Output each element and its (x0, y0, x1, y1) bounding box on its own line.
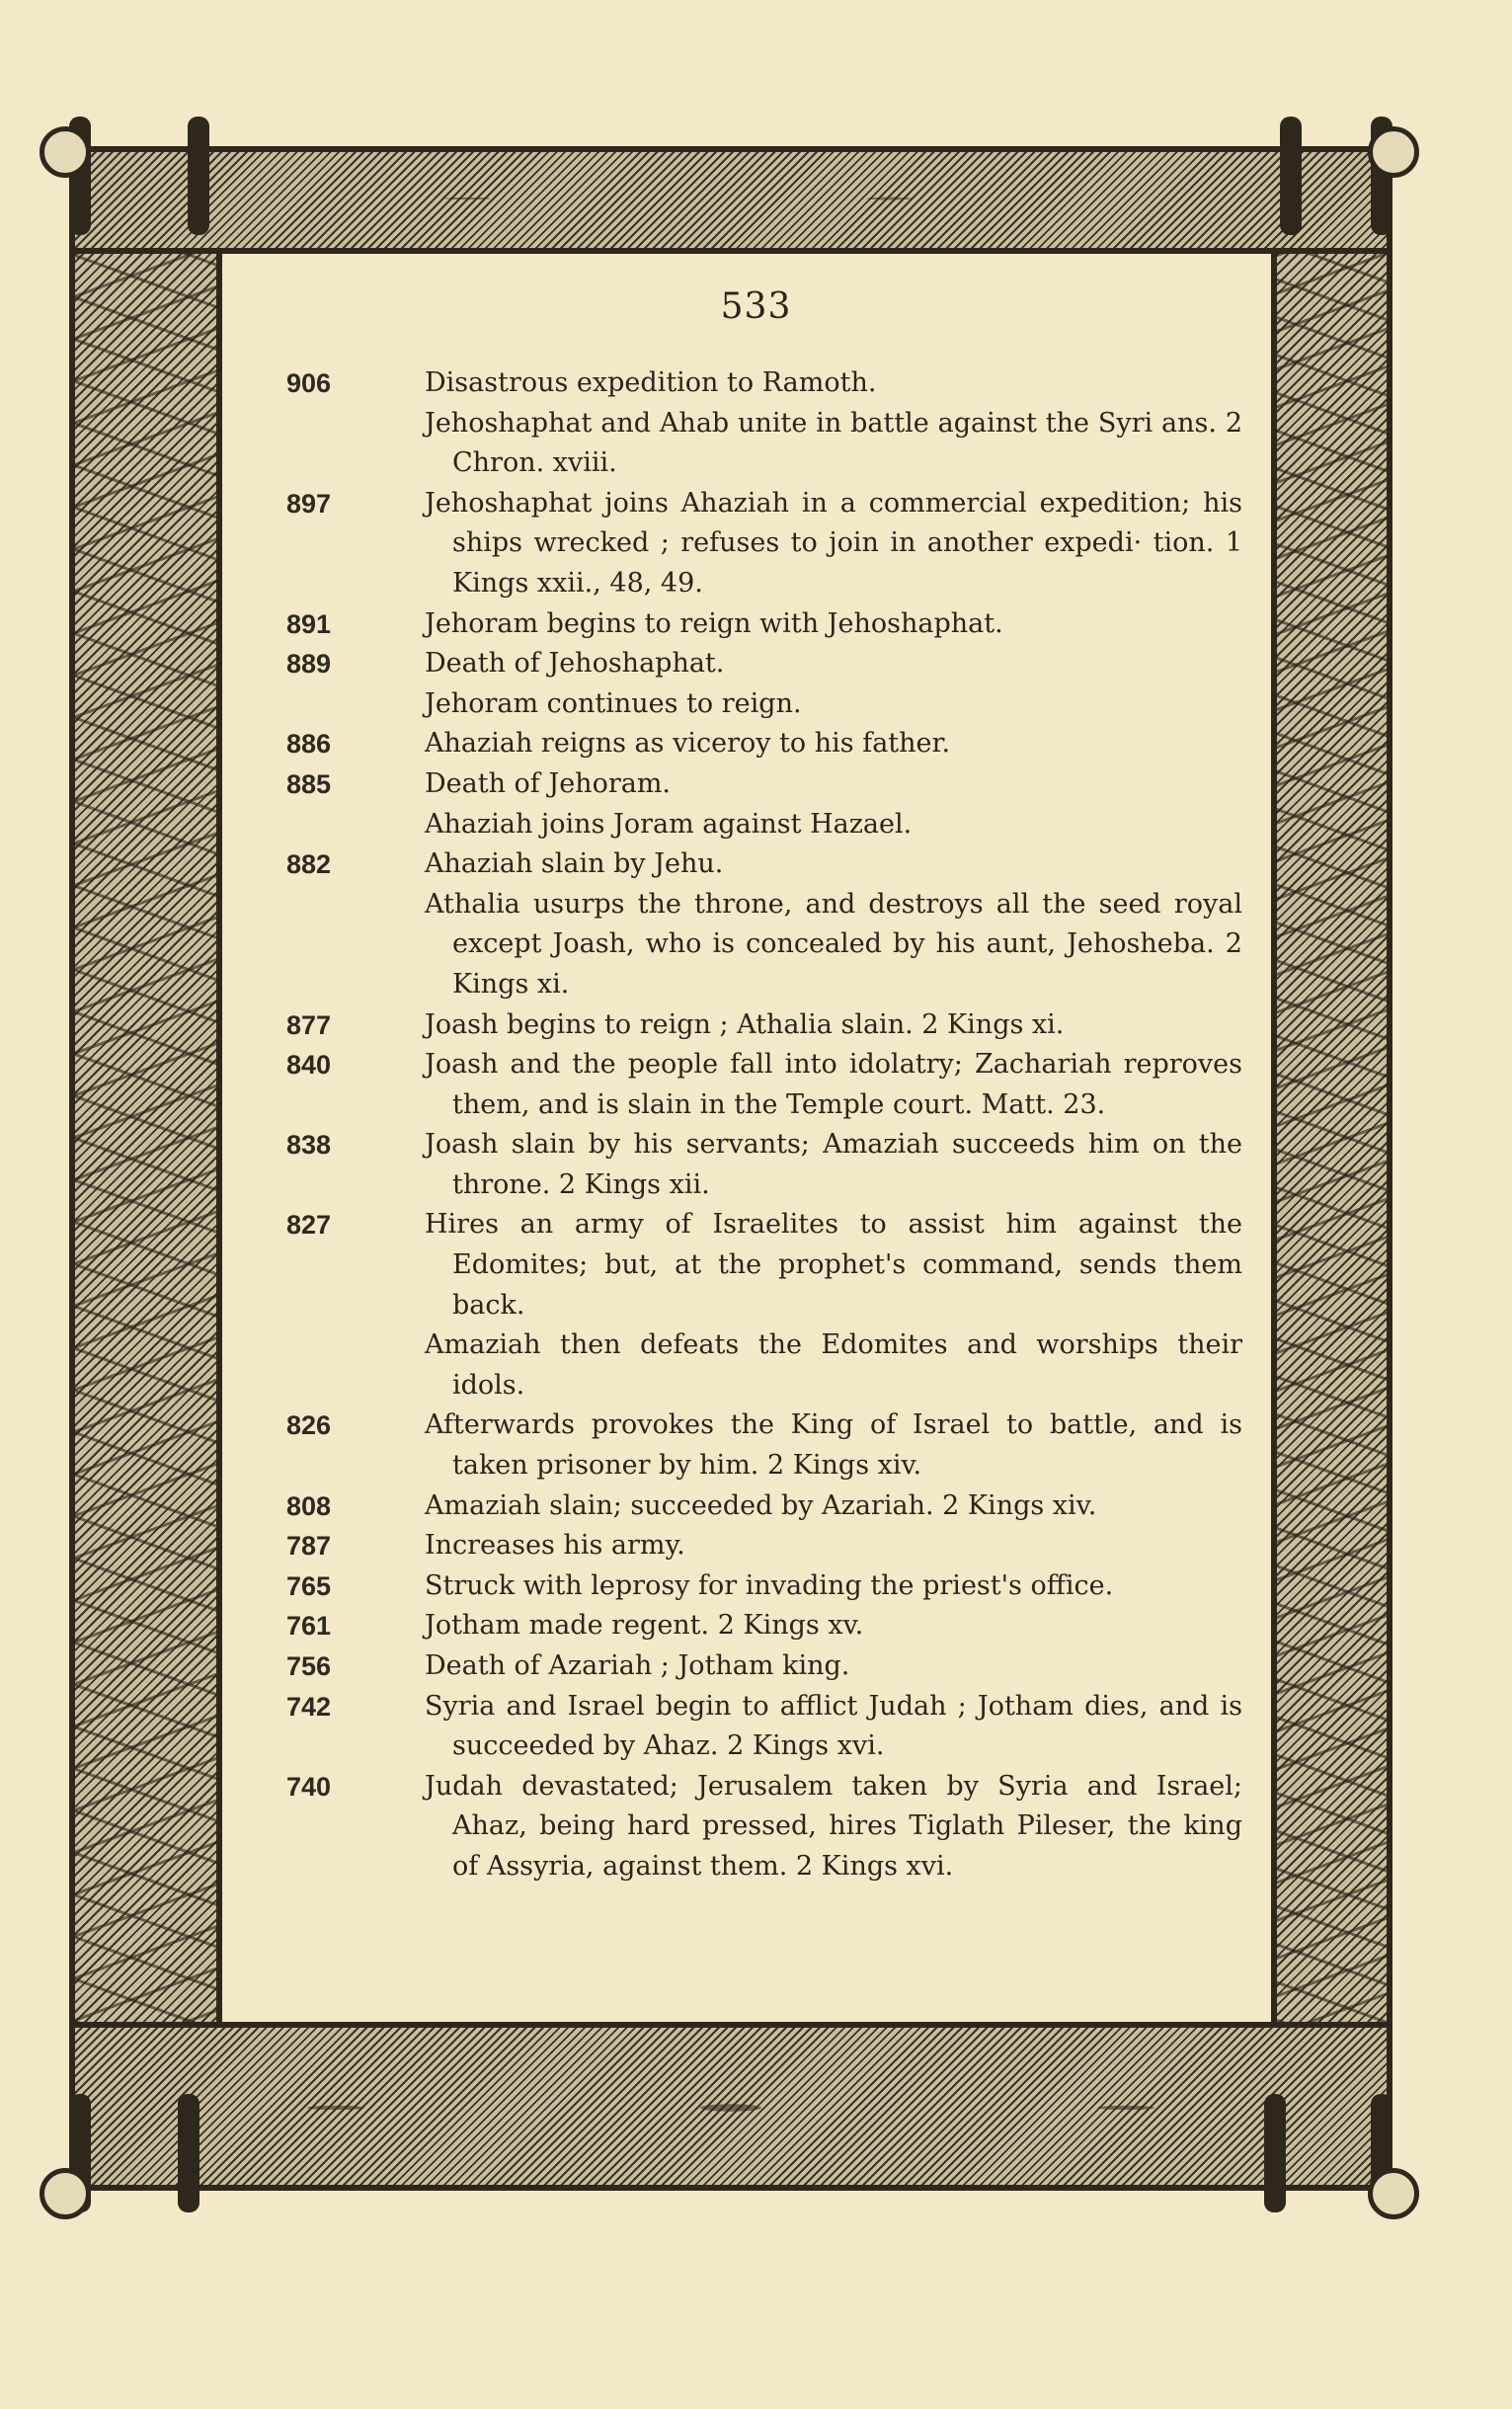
entry-year: 885 (286, 768, 332, 799)
entry-text: Death of Jehoshaphat. (425, 648, 725, 680)
chronology-entry (286, 604, 1225, 645)
chronology-entry (286, 1606, 1225, 1646)
entry-year: 787 (286, 1531, 332, 1562)
chronology-entry (286, 644, 1225, 684)
entry-text: Afterwards provokes the King of Israel to battle, and is taken prisoner by him. 2 Kings xiv. (425, 1409, 1242, 1482)
entry-text: Jehoshaphat joins Ahaziah in a commercial expedition; his ships wrecked ; refuses to join in another expedi· tion. 1 Kings xxii., 48, 49. (425, 487, 1242, 599)
entry-text: Hires an army of Israelites to assist him against the Edomites; but, at the prophet's command, sends them back. (425, 1209, 1242, 1321)
entry-text: Struck with leprosy for invading the priest's office. (425, 1569, 1114, 1601)
chronology-entry (286, 1005, 1225, 1046)
entry-text: Jehoshaphat and Ahab unite in battle against the Syri ans. 2 Chron. xviii. (425, 407, 1242, 479)
entry-year (286, 885, 425, 1005)
frame-post (178, 2094, 199, 2212)
entry-year: 882 (286, 849, 332, 880)
entry-year: 826 (286, 1410, 332, 1441)
entry-text: Jehoram continues to reign. (425, 687, 802, 719)
chronology-entry (286, 764, 1225, 805)
entry-year (286, 805, 425, 845)
chronology-list (286, 363, 1242, 1887)
frame-corner-knot (1368, 2168, 1419, 2219)
entry-text: Joash and the people fall into idolatry; Zachariah reproves them, and is slain in the Temple court. Matt. 23. (425, 1049, 1242, 1120)
entry-year: 808 (286, 1490, 332, 1521)
entry-text: Amaziah slain; succeeded by Azariah. 2 Kings xiv. (425, 1489, 1097, 1521)
entry-year (286, 1325, 425, 1405)
entry-text: Death of Azariah ; Jotham king. (425, 1650, 850, 1681)
frame-post (1280, 117, 1302, 235)
entry-year: 838 (286, 1130, 332, 1161)
entry-year: 761 (286, 1611, 332, 1642)
chronology-entry (286, 885, 1242, 1005)
chronology-entry (286, 1045, 1242, 1125)
entry-year: 827 (286, 1210, 332, 1241)
entry-year: 742 (286, 1691, 332, 1722)
entry-text: Ahaziah joins Joram against Hazael. (425, 808, 913, 840)
chronology-entry (286, 805, 1225, 845)
entry-text: Increases his army. (425, 1530, 685, 1562)
chronology-entry (286, 844, 1225, 885)
chronology-entry (286, 1566, 1225, 1607)
frame-corner-knot (40, 2168, 91, 2219)
chronology-entry (286, 1646, 1225, 1687)
entry-year (286, 404, 425, 484)
entry-text: Athalia usurps the throne, and destroys all the seed royal except Joash, who is concealed by his aunt, Jehosheba. 2 Kings xi. (425, 888, 1242, 1000)
entry-text: Jotham made regent. 2 Kings xv. (425, 1610, 864, 1642)
chronology-entry (286, 1687, 1242, 1767)
chronology-entry (286, 404, 1242, 484)
frame-post (1264, 2094, 1286, 2212)
entry-text: Syria and Israel begin to afflict Judah ; Jotham dies, and is succeeded by Ahaz. 2 Kings xvi. (425, 1690, 1242, 1762)
entry-year: 840 (286, 1050, 332, 1081)
entry-year: 886 (286, 729, 332, 760)
chronology-entry (286, 1405, 1242, 1486)
entry-year: 740 (286, 1771, 332, 1802)
chronology-entry (286, 1205, 1242, 1325)
entry-text: Judah devastated; Jerusalem taken by Syria and Israel; Ahaz, being hard pressed, hires Tiglath Pileser, the king of Assyria, against them. 2 Kings xvi. (425, 1770, 1242, 1882)
entry-text: Jehoram begins to reign with Jehoshaphat. (425, 607, 1003, 639)
entry-year: 891 (286, 608, 332, 639)
entry-year: 897 (286, 488, 332, 519)
entry-year: 756 (286, 1651, 332, 1681)
entry-text: Amaziah then defeats the Edomites and worships their idols. (425, 1329, 1242, 1401)
entry-text: Death of Jehoram. (425, 767, 672, 799)
chronology-entry (286, 684, 1225, 725)
entry-text: Ahaziah slain by Jehu. (425, 848, 724, 880)
chronology-entry (286, 724, 1225, 764)
chronology-entry (286, 484, 1242, 604)
entry-text: Joash begins to reign ; Athalia slain. 2 Kings xi. (425, 1008, 1065, 1040)
entry-text: Joash slain by his servants; Amaziah succeeds him on the throne. 2 Kings xii. (425, 1129, 1242, 1200)
entry-year: 877 (286, 1009, 332, 1040)
page-number: 533 (720, 286, 792, 327)
chronology-entry (286, 1526, 1225, 1566)
entry-text: Ahaziah reigns as viceroy to his father. (425, 728, 951, 760)
chronology-entry (286, 1325, 1242, 1405)
chronology-entry (286, 1125, 1242, 1205)
frame-corner-knot (40, 126, 91, 178)
chronology-entry (286, 363, 1225, 404)
chronology-entry (286, 1767, 1242, 1887)
entry-year: 906 (286, 368, 332, 398)
entry-year: 765 (286, 1570, 332, 1601)
chronology-entry (286, 1486, 1225, 1527)
entry-year: 889 (286, 649, 332, 680)
frame-post (188, 117, 209, 235)
frame-corner-knot (1368, 126, 1419, 178)
entry-text: Disastrous expedition to Ramoth. (425, 367, 877, 398)
entry-year (286, 684, 425, 725)
